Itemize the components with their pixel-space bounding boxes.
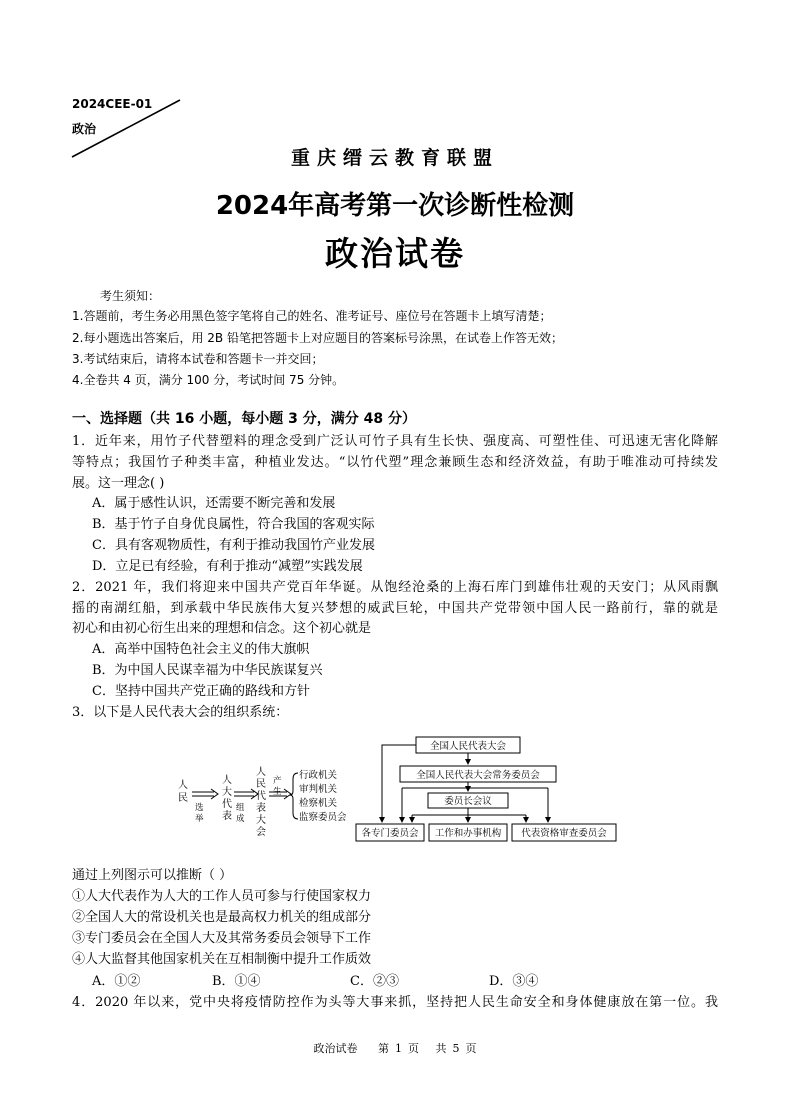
elect-char-2: 举 [195,814,204,824]
congress-char-3: 代 [256,791,266,802]
q1-option-c: C．具有客观物质性，有利于推动我国竹产业发展 [92,538,375,553]
main-title: 2024年高考第一次诊断性检测 [215,191,575,221]
deputies-char-3: 代 [222,799,232,810]
exam-title: 政治试卷 [325,234,465,273]
q3-statement-4: ④人大监督其他国家机关在互相制衡中提升工作质效 [72,952,372,967]
form-char-2: 成 [236,814,245,824]
elect-char-1: 选 [195,803,204,813]
q2-stem-line: 初心和由初心衍生出来的理想和信念。这个初心就是 [72,621,372,636]
notice-heading: 考生须知： [100,289,161,303]
diagram-people [178,778,188,804]
q3-answer-b: B．①④ [212,974,261,989]
special-committees-label: 各专门委员会 [361,828,419,839]
q3-statement-3: ③专门委员会在全国人大及其常务委员会领导下工作 [72,931,372,946]
exam-code: 2024CEE-01 [72,97,153,111]
q1-stem-line: 1．近年来，用竹子代替塑料的理念受到广泛认可竹子具有生长快、强度高、可塑性佳、可迅速无害化降解 [72,434,718,449]
footer-page-prefix: 第 [378,1042,389,1055]
organ-procuratorial: 检察机关 [299,798,338,809]
q2-stem-line: 2．2021 年，我们将迎来中国共产党百年华诞。从饱经沧桑的上海石库门到雄伟壮观的天安门；从风雨飘 [72,580,718,595]
chairmen-meeting-label: 委员长会议 [444,796,492,807]
people-char-1: 人 [178,780,188,791]
q2-option-a: A．高举中国特色社会主义的伟大旗帜 [92,642,310,657]
q3-answer-a: A．①② [92,974,141,989]
produce-char-2: 生 [273,787,282,797]
section-heading: 一、选择题（共 16 小题，每小题 3 分，满分 48 分） [72,411,416,427]
npc-label: 全国人民代表大会 [429,741,507,752]
q3-statement-1: ①人大代表作为人大的工作人员可参与行使国家权力 [72,889,372,904]
q1-option-d: D．立足已有经验，有利于推动“减塑”实践发展 [92,559,363,574]
credentials-committee-label: 代表资格审查委员会 [521,828,607,839]
people-char-2: 民 [178,793,188,804]
q1-stem-line: 展。这一理念( ) [72,476,165,491]
produce-char-1: 产 [273,776,282,786]
q1-stem-line: 等特点；我国竹子种类丰富，种植业发达。“以竹代塑”理念兼顾生态和经济效益，有助于唯准动可持续发 [72,455,718,470]
page-footer [0,1040,790,1056]
footer-page-suffix: 页 [408,1042,419,1055]
npc-organization-diagram [170,733,620,845]
deputies-char-2: 大 [222,787,232,798]
organ-admin: 行政机关 [299,770,338,781]
deputies-char-1: 人 [222,775,232,786]
form-char-1: 组 [236,803,245,813]
q3-question: 通过上列图示可以推断（ ） [72,868,233,883]
congress-char-1: 人 [256,767,266,778]
footer-total-prefix: 共 [435,1042,447,1055]
q2-option-c: C．坚持中国共产党正确的路线和方针 [92,684,310,699]
deputies-char-4: 表 [222,811,232,822]
q1-option-a: A．属于感性认识，还需要不断完善和发展 [92,496,336,511]
organ-supervisory: 监察委员会 [299,812,347,823]
congress-char-4: 表 [256,803,266,814]
q3-stem: 3．以下是人民代表大会的组织系统： [72,705,289,720]
footer-total-suffix: 页 [465,1042,477,1055]
q3-answer-c: C．②③ [350,974,399,989]
congress-char-2: 民 [256,779,266,790]
footer-page-number: 1 [395,1042,402,1055]
notice-item: 4.全卷共 4 页，满分 100 分，考试时间 75 分钟。 [72,373,345,387]
q3-statement-2: ②全国人大的常设机关也是最高权力机关的组成部分 [72,910,372,925]
footer-label: 政治试卷 [313,1042,358,1055]
organ-judicial: 审判机关 [299,784,338,795]
q1-option-b: B．基于竹子自身优良属性，符合我国的客观实际 [92,517,375,532]
footer-total-number: 5 [452,1042,460,1055]
congress-char-5: 大 [256,815,266,826]
q2-stem-line: 摇的南湖红船，到承载中华民族伟大复兴梦想的威武巨轮，中国共产党带领中国人民一路前行，靠的就是 [72,601,718,616]
subject-label: 政治 [72,122,97,136]
working-bodies-label: 工作和办事机构 [434,828,502,839]
notice-item: 1.答题前，考生务必用黑色签字笔将自己的姓名、准考证号、座位号在答题卡上填写清楚； [72,309,552,323]
organization-title: 重庆缙云教育联盟 [290,147,499,169]
q4-stem-line: 4．2020 年以来，党中央将疫情防控作为头等大事来抓，坚持把人民生命安全和身体健康放在第一位。我 [72,995,718,1010]
q2-option-b: B．为中国人民谋幸福为中华民族谋复兴 [92,663,323,678]
notice-item: 3.考试结束后，请将本试卷和答题卡一并交回； [72,352,324,366]
standing-committee-label: 全国人民代表大会常务委员会 [416,770,540,781]
notice-item: 2.每小题选出答案后，用 2B 铅笔把答题卡上对应题目的答案标号涂黑，在试卷上作答无效； [72,331,563,345]
q3-answer-d: D．③④ [489,974,539,989]
congress-char-6: 会 [256,827,266,838]
